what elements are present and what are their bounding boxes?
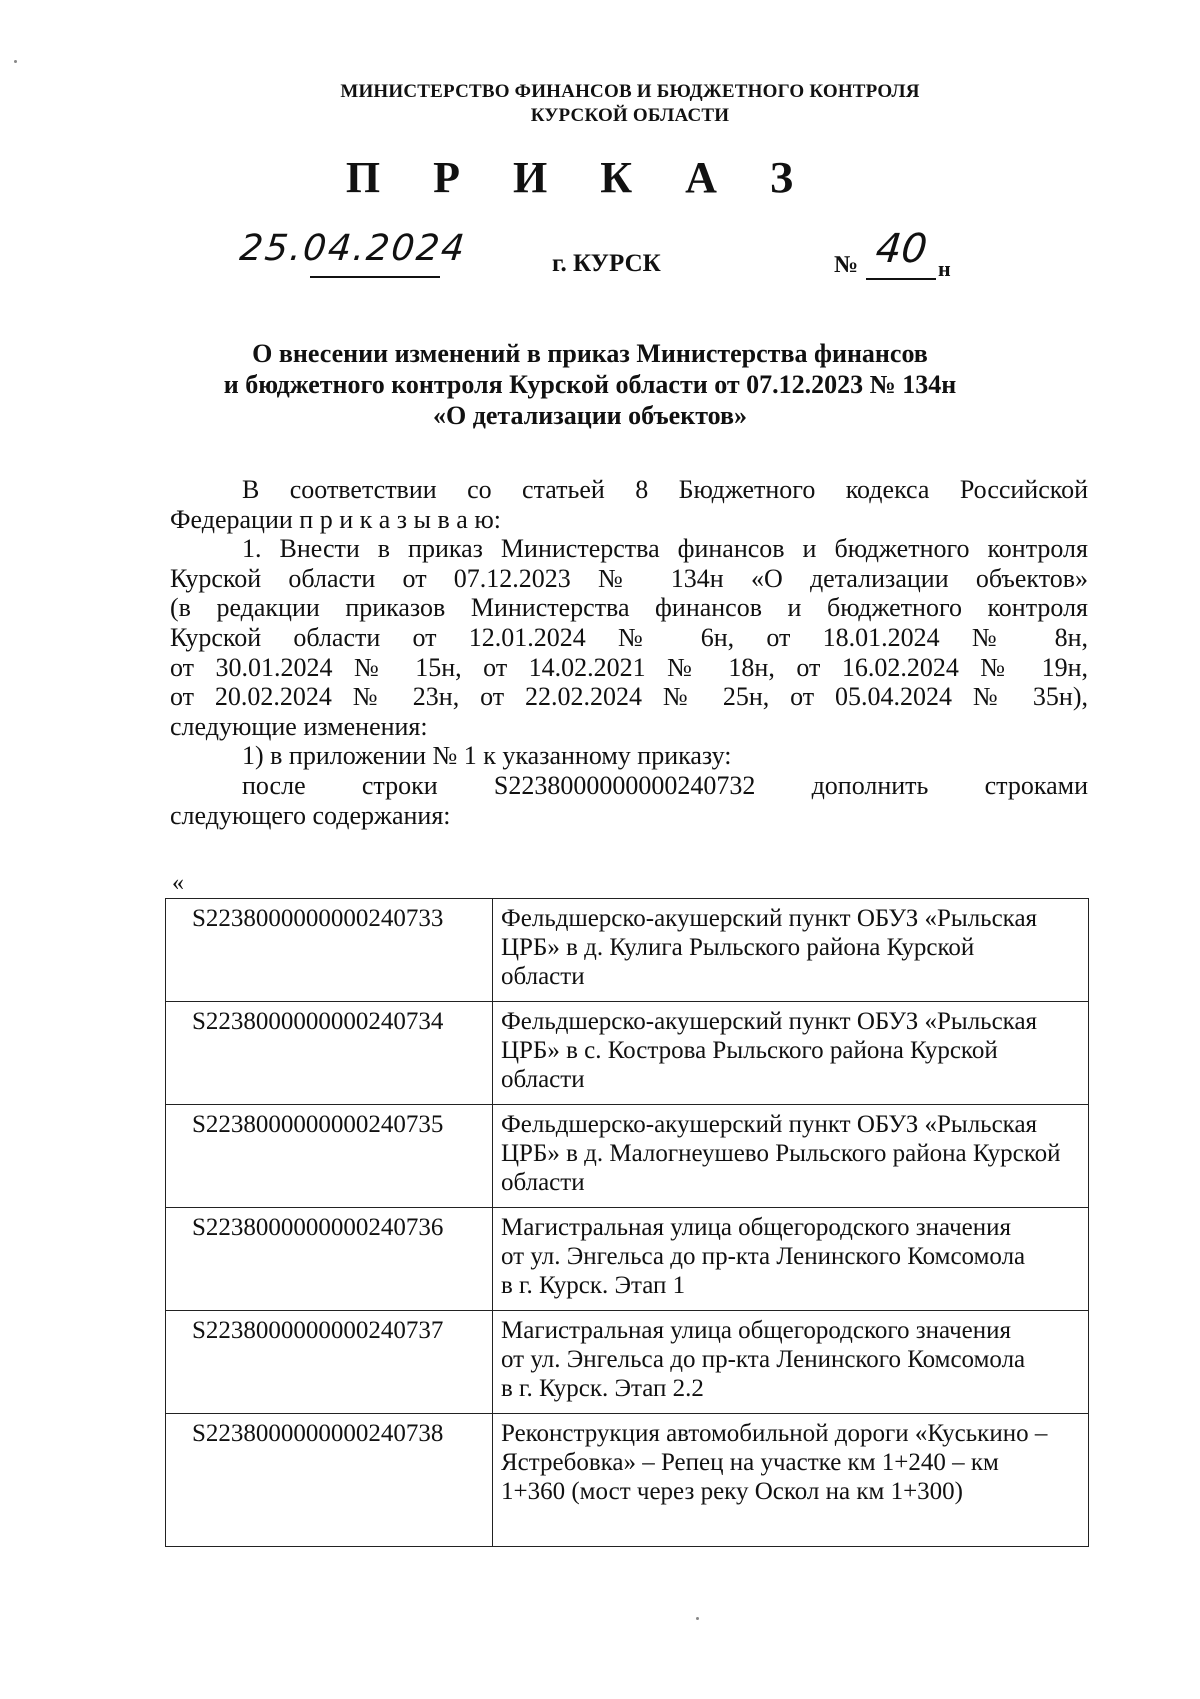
object-code: S2238000000000240733 xyxy=(166,899,493,1002)
table-row xyxy=(166,899,1089,1002)
desc-line: Реконструкция автомобильной дороги «Куськино – xyxy=(501,1420,1048,1447)
number-sign: № xyxy=(834,252,859,278)
body-line: Федерации п р и к а з ы в а ю: xyxy=(170,504,501,534)
body-line: 1) в приложении № 1 к указанному приказу: xyxy=(242,741,732,771)
desc-line: Фельдшерско-акушерский пункт ОБУЗ «Рыльская xyxy=(501,905,1038,932)
desc-line: в г. Курск. Этап 2.2 xyxy=(501,1375,704,1402)
desc-line: ЦРБ» в д. Кулига Рыльского района Курской xyxy=(501,934,975,961)
title-line-1: О внесении изменений в приказ Министерства финансов xyxy=(252,339,928,368)
table-row xyxy=(166,1208,1089,1311)
document-number: 40 xyxy=(873,226,930,272)
desc-line: области xyxy=(501,963,585,990)
desc-line: от ул. Энгельса до пр-кта Ленинского Комсомола xyxy=(501,1346,1026,1373)
scan-speck xyxy=(14,60,17,63)
body-line: 1. Внести в приказ Министерства финансов и бюджетного контроля xyxy=(242,534,1088,564)
desc-line: Фельдшерско-акушерский пункт ОБУЗ «Рыльская xyxy=(501,1111,1038,1138)
document-title xyxy=(0,338,1180,431)
ministry-line-2: КУРСКОЙ ОБЛАСТИ xyxy=(530,105,730,126)
desc-line: области xyxy=(501,1066,585,1093)
desc-line: в г. Курск. Этап 1 xyxy=(501,1272,686,1299)
object-description xyxy=(493,1002,1089,1105)
body-line: Курской области от 07.12.2023 № 134н «О детализации объектов» xyxy=(170,563,1088,593)
scan-speck xyxy=(696,1617,699,1620)
table-row xyxy=(166,1105,1089,1208)
object-code: S2238000000000240734 xyxy=(166,1002,493,1105)
desc-line: от ул. Энгельса до пр-кта Ленинского Комсомола xyxy=(501,1243,1026,1270)
document-body xyxy=(170,475,1088,830)
object-code: S2238000000000240735 xyxy=(166,1105,493,1208)
desc-line: 1+360 (мост через реку Оскол на км 1+300) xyxy=(501,1478,964,1505)
object-code: S2238000000000240737 xyxy=(166,1311,493,1414)
document-city: г. КУРСК xyxy=(552,250,661,277)
number-suffix: н xyxy=(938,256,951,281)
title-line-2: и бюджетного контроля Курской области от 07.12.2023 № 134н xyxy=(223,370,957,399)
document-date: 25.04.2024 xyxy=(237,228,469,269)
desc-line: Ястребовка» – Репец на участке км 1+240 – км xyxy=(501,1449,999,1476)
body-line: (в редакции приказов Министерства финансов и бюджетного контроля xyxy=(170,593,1088,623)
ministry-line-1: МИНИСТЕРСТВО ФИНАНСОВ И БЮДЖЕТНОГО КОНТРОЛЯ xyxy=(340,81,920,102)
table-row xyxy=(166,1002,1089,1105)
object-description xyxy=(493,1208,1089,1311)
desc-line: ЦРБ» в д. Малогнеушево Рыльского района Курской xyxy=(501,1140,1061,1167)
document-type: П Р И К А З xyxy=(345,153,815,202)
table-row xyxy=(166,1414,1089,1547)
number-underline xyxy=(866,278,936,280)
opening-quote: « xyxy=(172,870,184,896)
body-line: после строки S2238000000000240732 дополнить строками xyxy=(242,770,1088,800)
desc-line: Магистральная улица общегородского значения xyxy=(501,1214,1012,1241)
body-line: В соответствии со статьей 8 Бюджетного кодекса Российской xyxy=(242,475,1088,504)
object-description xyxy=(493,1105,1089,1208)
body-line: от 20.02.2024 № 23н, от 22.02.2024 № 25н, от 05.04.2024 № 35н), xyxy=(170,682,1088,712)
ministry-header xyxy=(0,80,1200,128)
desc-line: области xyxy=(501,1169,585,1196)
table-row xyxy=(166,1311,1089,1414)
body-line: следующего содержания: xyxy=(170,800,451,830)
desc-line: Магистральная улица общегородского значения xyxy=(501,1317,1012,1344)
object-code: S2238000000000240738 xyxy=(166,1414,493,1547)
object-description xyxy=(493,1414,1089,1547)
body-line: от 30.01.2024 № 15н, от 14.02.2021 № 18н, от 16.02.2024 № 19н, xyxy=(170,652,1088,682)
desc-line: ЦРБ» в с. Кострова Рыльского района Курской xyxy=(501,1037,998,1064)
objects-table xyxy=(165,898,1089,1547)
object-description xyxy=(493,1311,1089,1414)
body-line: Курской области от 12.01.2024 № 6н, от 18.01.2024 № 8н, xyxy=(170,622,1088,652)
title-line-3: «О детализации объектов» xyxy=(432,401,748,430)
object-code: S2238000000000240736 xyxy=(166,1208,493,1311)
date-underline xyxy=(310,276,440,278)
body-line: следующие изменения: xyxy=(170,711,428,741)
object-description xyxy=(493,899,1089,1002)
desc-line: Фельдшерско-акушерский пункт ОБУЗ «Рыльская xyxy=(501,1008,1038,1035)
